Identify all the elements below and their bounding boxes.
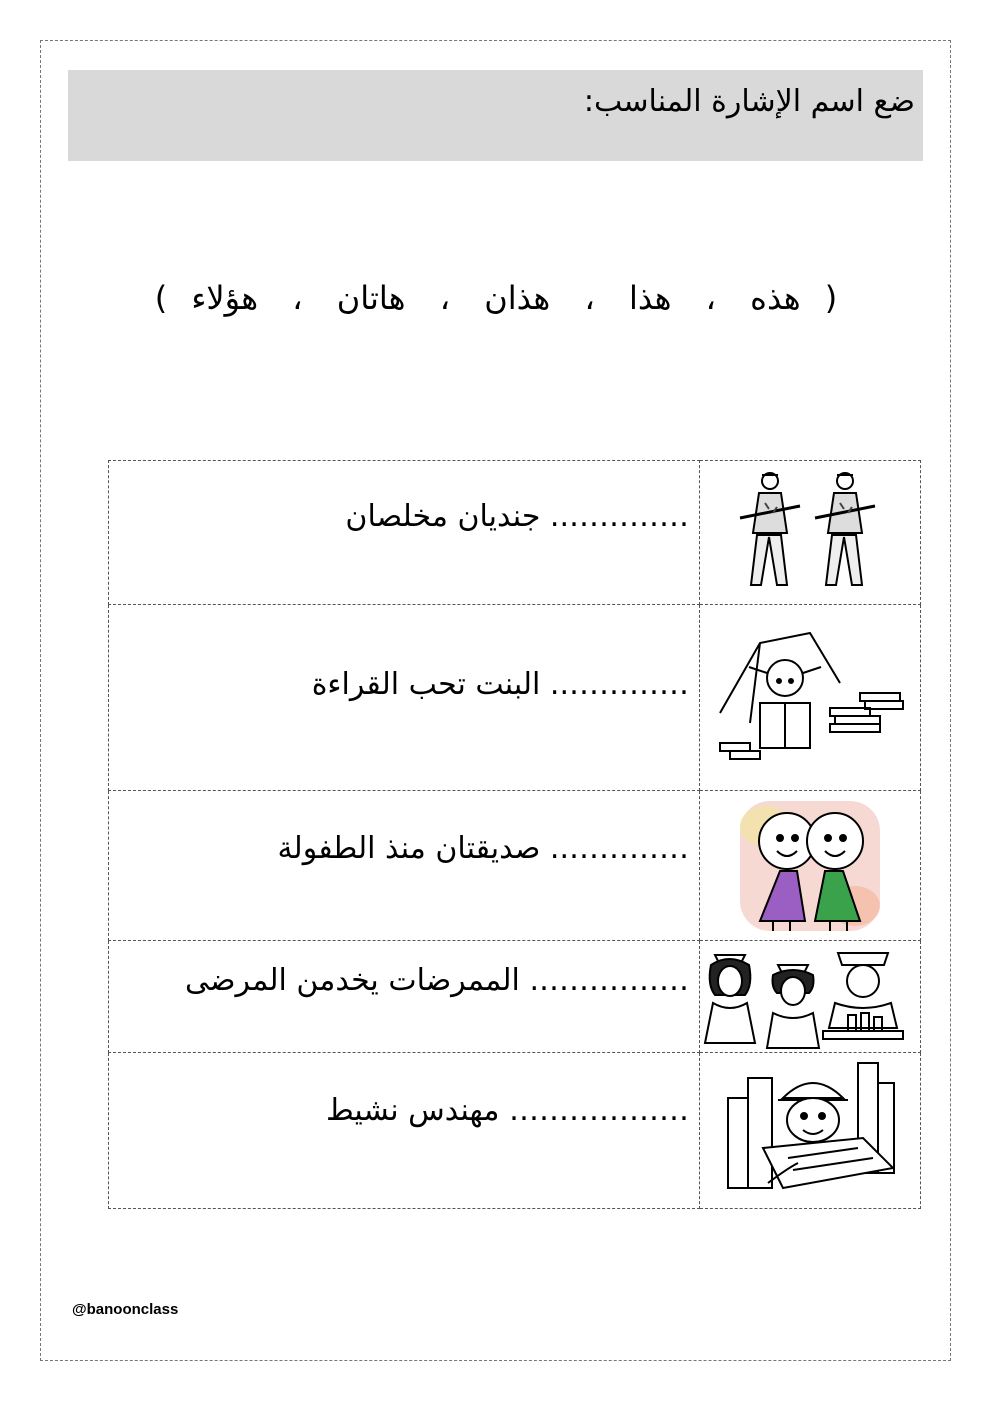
sentence-text: الممرضات يخدمن المرضى (185, 963, 520, 998)
exercise-row (109, 1053, 921, 1209)
word-bank-word: هذان (484, 279, 551, 317)
answer-blank[interactable]: ………….. (549, 667, 689, 702)
sentence-cell (109, 605, 700, 791)
sentence (109, 941, 699, 998)
word-bank-word: هذا (628, 279, 672, 317)
answer-blank[interactable]: ……………. (529, 963, 689, 998)
sentence-cell (109, 461, 700, 605)
answer-blank[interactable]: ………….. (549, 831, 689, 866)
word-bank-word: هؤلاء (191, 279, 259, 317)
sentence-cell (109, 941, 700, 1053)
picture-cell (700, 941, 921, 1053)
two-girls-illustration (735, 796, 885, 936)
footer-handle: @banoonclass (72, 1301, 179, 1318)
three-nurses-illustration (703, 943, 918, 1051)
sentence-cell (109, 1053, 700, 1209)
sentence-text: مهندس نشيط (325, 1093, 500, 1128)
word-bank-close-paren: ) (154, 279, 168, 317)
engineer-illustration (723, 1058, 898, 1203)
word-bank (0, 276, 992, 320)
sentence-cell (109, 791, 700, 941)
picture-cell (700, 605, 921, 791)
word-bank-separator: ، (439, 279, 451, 317)
exercise-row (109, 941, 921, 1053)
sentence (109, 461, 699, 534)
sentence-text: البنت تحب القراءة (311, 667, 541, 702)
word-bank-word: هذه (750, 279, 801, 317)
sentence (109, 1053, 699, 1128)
instruction-banner (68, 70, 923, 161)
word-bank-separator: ، (584, 279, 595, 317)
picture-cell (700, 791, 921, 941)
sentence (109, 605, 699, 702)
picture-cell (700, 1053, 921, 1209)
word-bank-separator: ، (705, 279, 716, 317)
word-bank-separator: ، (292, 279, 303, 317)
sentence-text: جنديان مخلصان (345, 499, 541, 534)
exercise-row (109, 791, 921, 941)
answer-blank[interactable]: ……………… (509, 1093, 689, 1128)
word-bank-open-paren: ( (824, 279, 838, 317)
exercise-table (108, 460, 921, 1209)
exercise-row (109, 605, 921, 791)
word-bank-word: هاتان (336, 279, 406, 317)
sentence-text: صديقتان منذ الطفولة (277, 831, 541, 866)
two-soldiers-illustration (735, 463, 885, 603)
exercise-row (109, 461, 921, 605)
picture-cell (700, 461, 921, 605)
answer-blank[interactable]: ………….. (549, 499, 689, 534)
instruction-text: ضع اسم الإشارة المناسب: (583, 84, 915, 119)
girl-reading-illustration (710, 623, 910, 773)
sentence (109, 791, 699, 866)
